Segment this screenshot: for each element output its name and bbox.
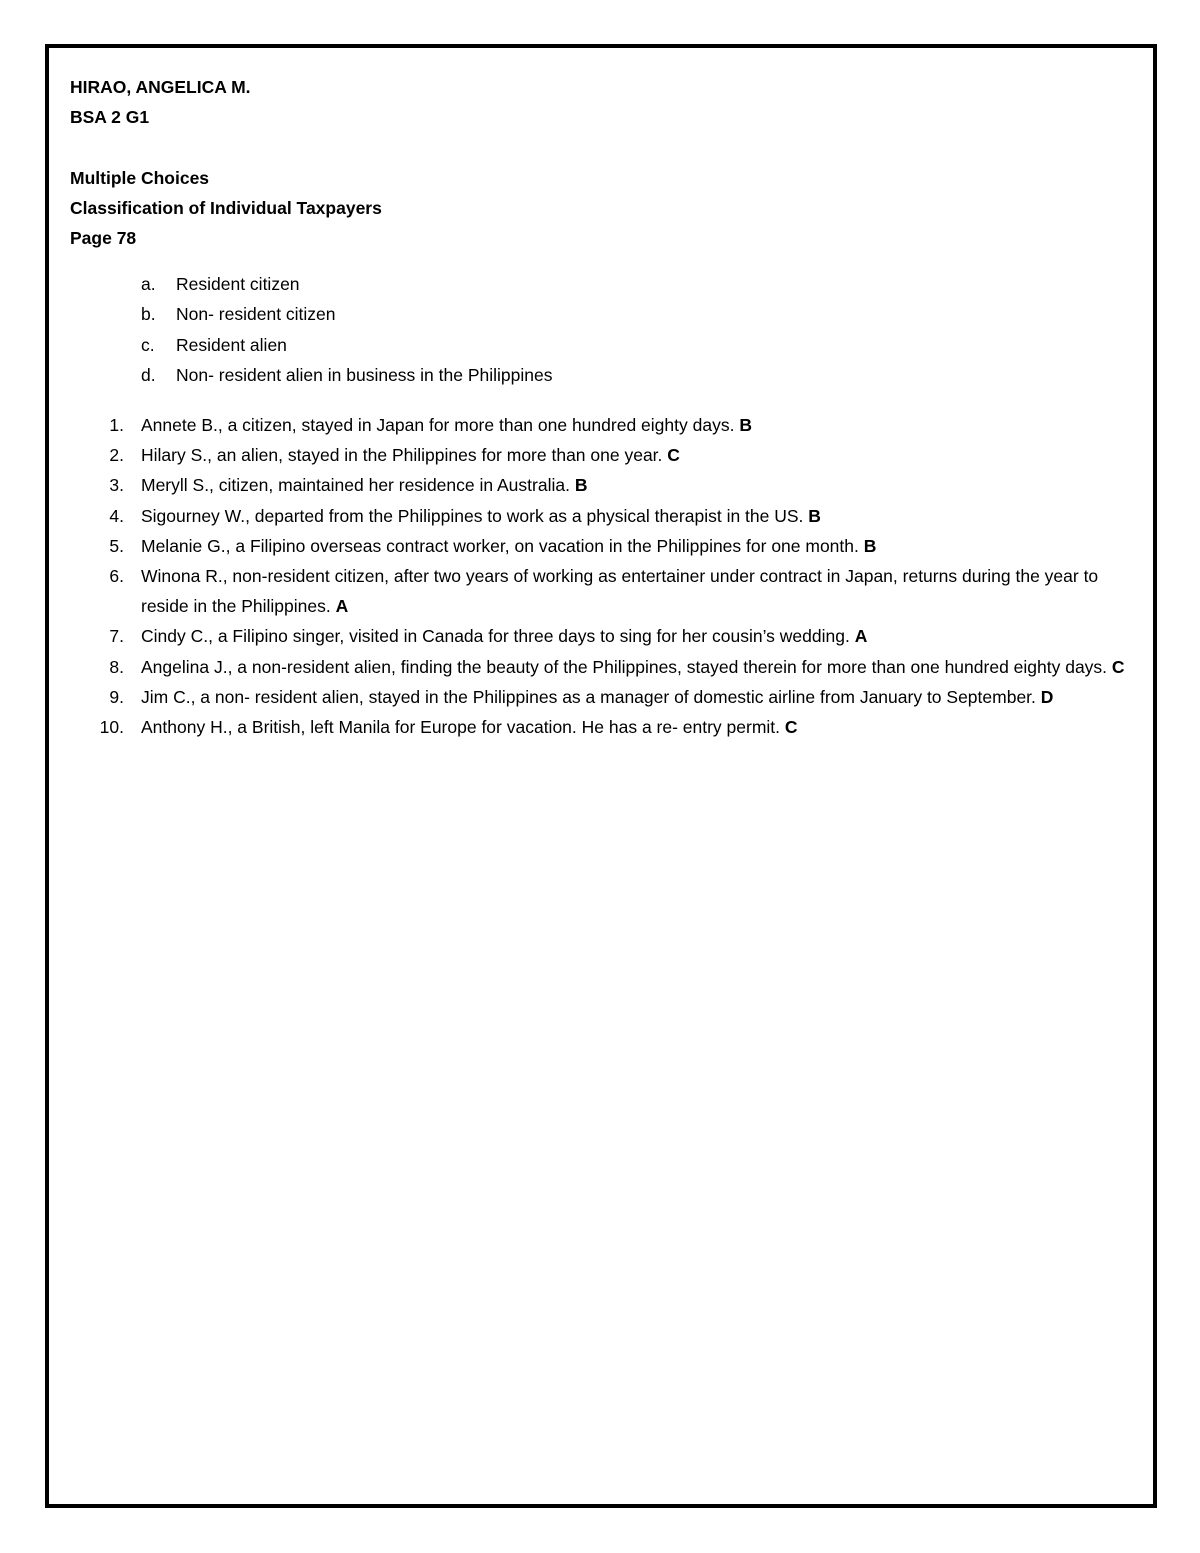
- choice-letter: d.: [141, 364, 156, 385]
- question-number: 3.: [109, 475, 124, 496]
- choice-text: Resident citizen: [176, 274, 300, 295]
- document-body: [70, 72, 1135, 742]
- answer: B: [863, 535, 877, 556]
- choice-text: Non- resident alien in business in the Philippines: [176, 364, 553, 385]
- question-text: Annete B., a citizen, stayed in Japan for more than one hundred eighty days.: [141, 415, 735, 436]
- choice-list: [70, 269, 1135, 390]
- answer: B: [574, 475, 588, 496]
- choice-item: [70, 269, 1135, 299]
- question-number: 5.: [109, 535, 124, 556]
- question-item: [70, 621, 1135, 651]
- question-text: Jim C., a non- resident alien, stayed in the Philippines as a manager of domestic airline from January to September.: [141, 686, 1036, 707]
- choice-letter: c.: [141, 334, 155, 355]
- answer: C: [667, 445, 680, 466]
- question-number: 8.: [109, 656, 124, 677]
- question-text: Melanie G., a Filipino overseas contract worker, on vacation in the Philippines for one month.: [141, 535, 859, 556]
- question-text: Winona R., non-resident citizen, after two years of working as entertainer under contract in Japan, returns during the year to reside in the Philippines.: [141, 566, 1099, 617]
- choice-item: [70, 330, 1135, 360]
- question-number: 7.: [109, 626, 124, 647]
- question-number: 10.: [99, 717, 124, 738]
- answer: C: [784, 717, 798, 738]
- question-item: [70, 410, 1135, 440]
- choice-letter: a.: [141, 274, 156, 295]
- question-list: [70, 410, 1135, 742]
- page-reference: Page 78: [70, 228, 137, 248]
- question-text: Angelina J., a non-resident alien, finding the beauty of the Philippines, stayed therein for more than one hundred eighty days.: [141, 656, 1108, 677]
- question-text: Sigourney W., departed from the Philippines to work as a physical therapist in the US.: [141, 505, 804, 526]
- choice-text: Resident alien: [176, 334, 287, 355]
- answer: D: [1040, 686, 1054, 707]
- answer: B: [808, 505, 821, 526]
- choice-letter: b.: [141, 304, 156, 325]
- answer: C: [1111, 656, 1125, 677]
- question-text: Meryll S., citizen, maintained her residence in Australia.: [141, 475, 570, 496]
- question-text: Cindy C., a Filipino singer, visited in Canada for three days to sing for her cousin’s wedding.: [141, 626, 850, 647]
- choice-item: [70, 360, 1135, 390]
- question-item: [70, 470, 1135, 500]
- question-number: 6.: [109, 566, 124, 587]
- question-text: Hilary S., an alien, stayed in the Philippines for more than one year.: [141, 445, 663, 466]
- question-number: 9.: [109, 686, 124, 707]
- topic-title: Multiple Choices: [70, 167, 210, 188]
- question-item: [70, 561, 1135, 621]
- student-section: BSA 2 G1: [70, 107, 150, 128]
- answer: A: [335, 596, 349, 617]
- question-number: 1.: [109, 415, 124, 436]
- question-item: [70, 531, 1135, 561]
- subtitle: Classification of Individual Taxpayers: [70, 197, 382, 218]
- question-number: 2.: [109, 445, 124, 466]
- question-item: [70, 501, 1135, 531]
- choice-text: Non- resident citizen: [176, 304, 336, 325]
- choice-item: [70, 299, 1135, 329]
- answer: A: [854, 626, 868, 647]
- answer: B: [739, 415, 752, 436]
- student-name: HIRAO, ANGELICA M.: [70, 77, 251, 97]
- question-item: [70, 712, 1135, 742]
- question-item: [70, 682, 1135, 712]
- question-text: Anthony H., a British, left Manila for Europe for vacation. He has a re- entry permit.: [141, 717, 781, 738]
- question-item: [70, 440, 1135, 470]
- question-item: [70, 652, 1135, 682]
- question-number: 4.: [109, 505, 124, 526]
